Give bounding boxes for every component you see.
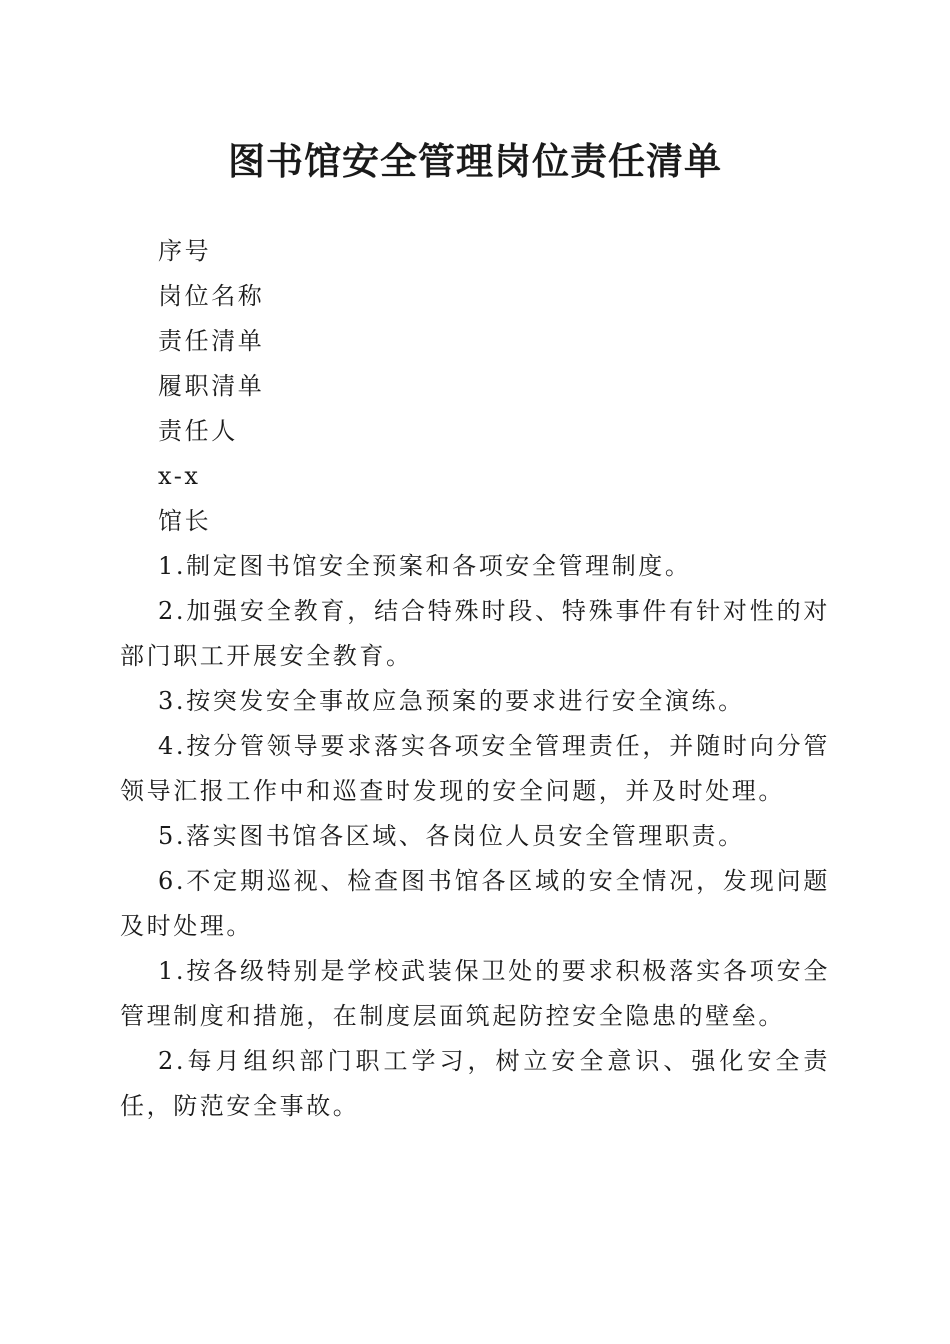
list-item: 4.按分管领导要求落实各项安全管理责任，并随时向分管领导汇报工作中和巡查时发现的安全问题，并及时处理。 <box>120 732 830 805</box>
paragraph-curator: 馆长 <box>158 507 212 535</box>
document-body <box>120 229 830 1129</box>
list-item: 1.制定图书馆安全预案和各项安全管理制度。 <box>158 552 692 580</box>
list-item: 1.按各级特别是学校武装保卫处的要求积极落实各项安全管理制度和措施，在制度层面筑起防控安全隐患的壁垒。 <box>120 957 830 1030</box>
paragraph-responsible-person: 责任人 <box>158 417 238 445</box>
document-title: 图书馆安全管理岗位责任清单 <box>228 139 722 183</box>
paragraph-person-placeholder: x-x <box>158 462 201 490</box>
paragraph-serial-number: 序号 <box>158 237 212 265</box>
list-item: 3.按突发安全事故应急预案的要求进行安全演练。 <box>158 687 745 715</box>
list-item: 2.每月组织部门职工学习，树立安全意识、强化安全责任，防范安全事故。 <box>120 1047 830 1120</box>
list-item: 6.不定期巡视、检查图书馆各区域的安全情况，发现问题及时处理。 <box>120 867 830 940</box>
list-item: 5.落实图书馆各区域、各岗位人员安全管理职责。 <box>158 822 745 850</box>
list-item: 2.加强安全教育，结合特殊时段、特殊事件有针对性的对部门职工开展安全教育。 <box>120 597 830 670</box>
paragraph-responsibility-list: 责任清单 <box>158 327 265 355</box>
paragraph-performance-list: 履职清单 <box>158 372 265 400</box>
paragraph-post-name: 岗位名称 <box>158 282 265 310</box>
